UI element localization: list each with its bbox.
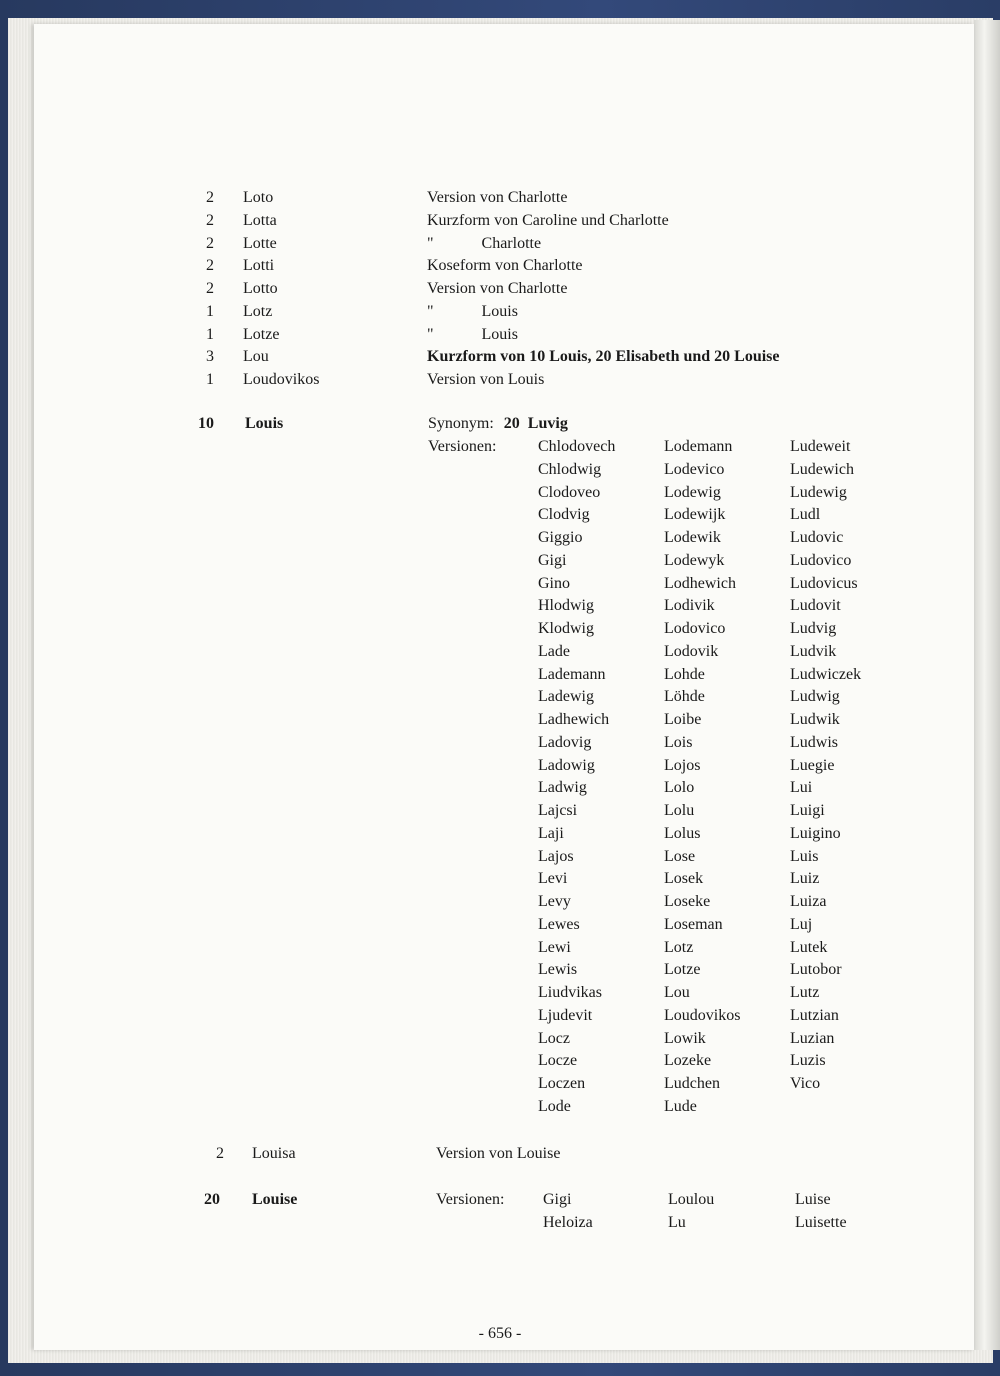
name-variant: Lutobor: [790, 961, 842, 979]
name-variant: Luigino: [790, 824, 841, 842]
name-variant: Lose: [664, 847, 696, 865]
name-variant: Gigi: [538, 551, 567, 569]
name-variant: Ludwik: [790, 711, 840, 728]
name-variant: Löhde: [664, 688, 705, 706]
next-page-edge: [974, 20, 1000, 1350]
name-variant: Loseman: [664, 915, 723, 933]
entry-name: Louisa: [252, 1145, 296, 1162]
name-variant: Lodewyk: [664, 551, 725, 569]
name-variant: Ludovit: [790, 597, 841, 615]
name-variant: Lois: [664, 733, 693, 751]
name-variant: Ljudevit: [538, 1006, 593, 1024]
name-variant: Gino: [538, 574, 570, 592]
entry-number: 20: [204, 1191, 220, 1208]
name-variant: Ludchen: [664, 1075, 720, 1092]
name-variant: Lutzian: [790, 1006, 839, 1024]
entry-description: Version von Charlotte: [427, 189, 568, 206]
entry-name: Lotte: [243, 234, 277, 252]
synonym-label: Synonym:: [428, 415, 494, 432]
name-variant: Hlodwig: [538, 597, 594, 615]
name-variant: Lotz: [664, 938, 694, 956]
versions-label: Versionen:: [436, 1191, 505, 1208]
name-variant: Lodewik: [664, 529, 721, 546]
entry-number: 1: [206, 325, 214, 343]
name-variant: Lewes: [538, 915, 580, 933]
name-variant: Lolus: [664, 824, 701, 842]
entry-description: Kurzform von Caroline und Charlotte: [427, 211, 669, 229]
entry-number: 2: [206, 189, 214, 206]
name-variant: Loseke: [664, 893, 711, 910]
name-variant: Lou: [664, 984, 690, 1001]
name-variant: Lade: [538, 642, 570, 660]
entry-number: 2: [206, 234, 214, 252]
name-variant: Clodoveo: [538, 483, 601, 501]
entry-description: " Louis: [427, 302, 518, 320]
name-variant: Lode: [538, 1097, 571, 1115]
name-variant: Luzian: [790, 1029, 835, 1047]
name-variant: Lutz: [790, 984, 820, 1001]
name-variant: Levy: [538, 893, 571, 910]
entry-name: Lotti: [243, 257, 275, 275]
name-variant: Gigi: [543, 1191, 572, 1208]
name-variant: Ladewig: [538, 688, 594, 706]
name-variant: Luisette: [795, 1213, 847, 1231]
name-variant: Loczen: [538, 1075, 586, 1092]
name-variant: Luigi: [790, 802, 825, 819]
louis-versions-col-3: [790, 436, 861, 1096]
name-variant: Lewis: [538, 961, 578, 979]
name-variant: Luis: [790, 847, 819, 865]
entry-name: Louis: [245, 415, 284, 432]
name-variant: Lodhewich: [664, 574, 736, 592]
name-variant: Losek: [664, 870, 704, 888]
name-variant: Ludovicus: [790, 574, 858, 592]
entry-description: " Charlotte: [427, 234, 542, 252]
name-variant: Lodemann: [664, 438, 733, 455]
entry-name: Louise: [252, 1191, 298, 1208]
name-variant: Clodvig: [538, 506, 590, 524]
name-variant: Luegie: [790, 756, 835, 774]
entry-description: " Louis: [427, 325, 518, 343]
entry-description: Version von Charlotte: [427, 280, 568, 297]
name-variant: Lude: [664, 1097, 697, 1115]
name-variant: Ludeweit: [790, 438, 851, 455]
name-variant: Lewi: [538, 938, 571, 956]
name-variant: Lozeke: [664, 1052, 712, 1070]
name-variant: Ludwis: [790, 733, 838, 751]
name-variant: Lohde: [664, 665, 705, 683]
louise-versions-col-1: [543, 1189, 593, 1235]
louis-versions-col-1: [538, 436, 615, 1119]
entry-name: Lotta: [243, 211, 277, 229]
name-variant: Ladowig: [538, 756, 595, 774]
name-variant: Chlodovech: [538, 438, 616, 455]
name-variant: Lodovico: [664, 620, 726, 637]
entry-number: 3: [206, 348, 214, 366]
entry-name: Lotze: [243, 325, 280, 343]
name-variant: Lodewijk: [664, 506, 726, 524]
name-variant: Locze: [538, 1052, 578, 1070]
name-variant: Vico: [790, 1075, 821, 1092]
name-variant: Heloiza: [543, 1213, 593, 1231]
name-variant: Lodivik: [664, 597, 715, 615]
name-variant: Klodwig: [538, 620, 594, 637]
name-variant: Lutek: [790, 938, 828, 956]
name-variant: Ludewich: [790, 460, 854, 478]
name-variant: Lodevico: [664, 460, 725, 478]
name-variant: Lolu: [664, 802, 695, 819]
entry-number: 2: [206, 257, 214, 275]
name-variant: Levi: [538, 870, 568, 888]
name-variant: Lojos: [664, 756, 701, 774]
name-variant: Ludvig: [790, 620, 837, 637]
name-variant: Ladwig: [538, 779, 587, 797]
synonym-row: [428, 414, 568, 434]
name-variant: Lotze: [664, 961, 701, 979]
name-variant: Luiz: [790, 870, 820, 888]
name-variant: Loulou: [668, 1191, 715, 1208]
entry-description: Version von Louis: [427, 371, 545, 388]
name-variant: Luj: [790, 915, 813, 933]
entry-number: 10: [198, 415, 214, 432]
entry-number: 1: [206, 371, 214, 388]
name-variant: Ludwig: [790, 688, 840, 706]
name-variant: Lademann: [538, 665, 606, 683]
name-variant: Liudvikas: [538, 984, 602, 1001]
entry-number: 2: [206, 280, 214, 297]
synonym-number: 20: [503, 415, 520, 432]
name-variant: Ludl: [790, 506, 821, 524]
entry-number: 1: [206, 302, 214, 320]
name-variant: Ludovic: [790, 529, 844, 546]
name-variant: Lu: [668, 1213, 686, 1231]
entry-number: 2: [206, 211, 214, 229]
entry-description: Version von Louise: [436, 1145, 561, 1162]
name-variant: Lodovik: [664, 642, 719, 660]
name-variant: Locz: [538, 1029, 570, 1047]
louise-versions-col-3: [795, 1189, 847, 1235]
name-variant: Lowik: [664, 1029, 706, 1047]
name-variant: Chlodwig: [538, 460, 602, 478]
name-variant: Luise: [795, 1191, 831, 1208]
name-variant: Ludwiczek: [790, 665, 862, 683]
entry-name: Loto: [243, 189, 274, 206]
versions-label: Versionen:: [428, 438, 497, 455]
louise-versions-col-2: [668, 1189, 714, 1235]
name-variant: Giggio: [538, 529, 583, 546]
entry-name: Lotz: [243, 302, 273, 320]
name-variant: Ladovig: [538, 733, 592, 751]
entry-description: Koseform von Charlotte: [427, 257, 583, 275]
name-variant: Luzis: [790, 1052, 826, 1070]
name-variant: Laji: [538, 824, 564, 842]
entry-name: Lotto: [243, 280, 278, 297]
louis-versions-col-2: [664, 436, 740, 1119]
page-number: - 656 -: [478, 1325, 522, 1342]
name-variant: Lajos: [538, 847, 574, 865]
name-variant: Ludewig: [790, 483, 847, 501]
synonym-name: Luvig: [527, 415, 568, 432]
name-variant: Ludvik: [790, 642, 837, 660]
name-variant: Lajcsi: [538, 802, 578, 819]
name-variant: Loibe: [664, 711, 702, 728]
name-variant: Lodewig: [664, 483, 721, 501]
name-variant: Ludovico: [790, 551, 852, 569]
entry-name: Loudovikos: [243, 371, 320, 388]
name-variant: Loudovikos: [664, 1006, 741, 1024]
name-variant: Lolo: [664, 779, 695, 797]
name-variant: Luiza: [790, 893, 827, 910]
entry-name: Lou: [243, 348, 269, 366]
name-variant: Lui: [790, 779, 813, 797]
name-variant: Ladhewich: [538, 711, 610, 728]
entry-number: 2: [216, 1145, 224, 1162]
entry-description: Kurzform von 10 Louis, 20 Elisabeth und 20 Louise: [427, 348, 780, 366]
